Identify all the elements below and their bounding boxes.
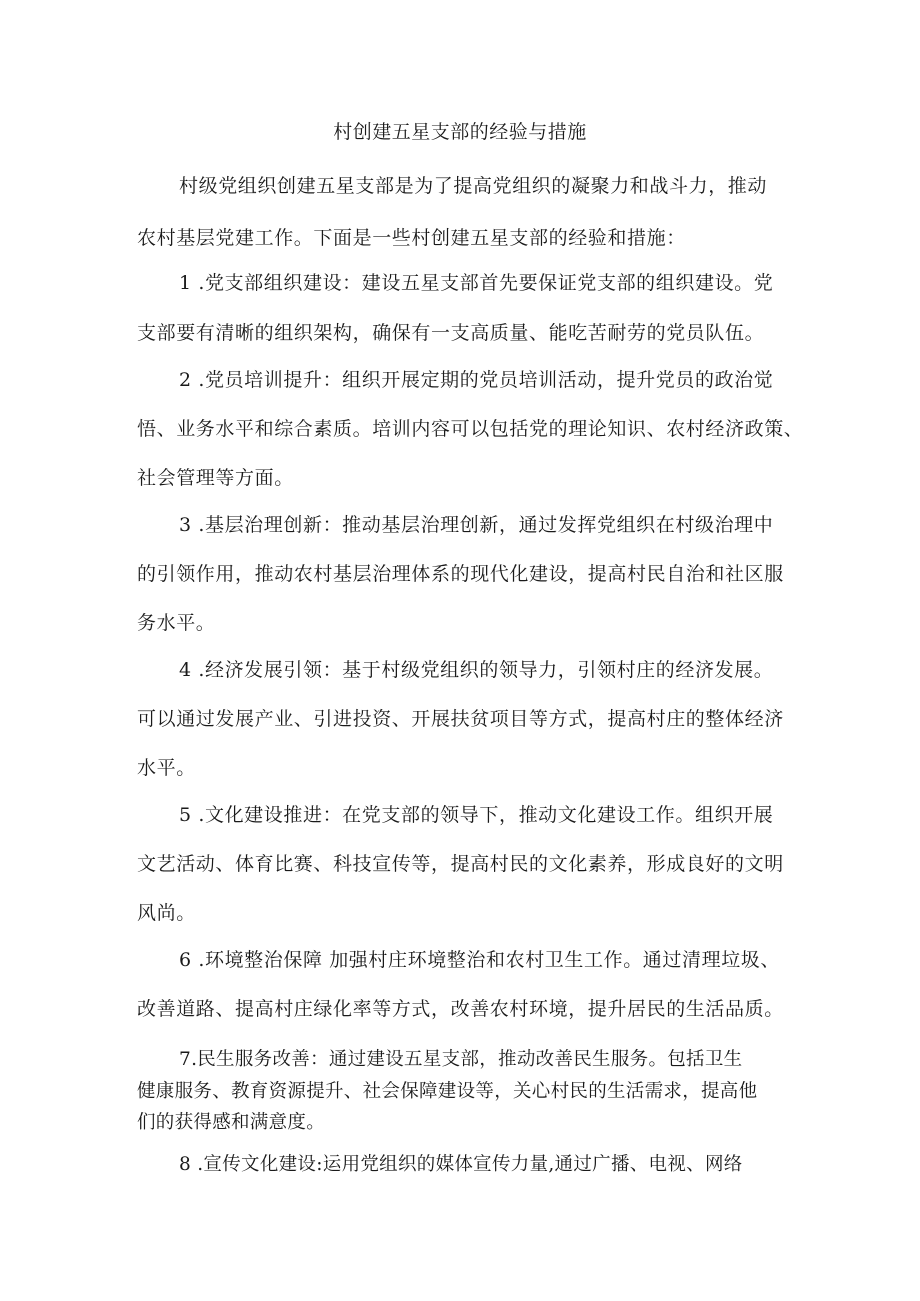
item-2-line-1: 2 .党员培训提升：组织开展定期的党员培训活动，提升党员的政治觉 — [179, 369, 774, 391]
item-5-line-3: 风尚。 — [137, 902, 196, 924]
item-4-line-1: 4 .经济发展引领：基于村级党组织的领导力，引领村庄的经济发展。 — [179, 659, 774, 681]
item-4-line-3: 水平。 — [137, 757, 196, 779]
item-7-line-2: 健康服务、教育资源提升、社会保障建设等，关心村民的生活需求，提高他 — [137, 1081, 758, 1102]
item-6-line-2: 改善道路、提高村庄绿化率等方式，改善农村环境，提升居民的生活品质。 — [137, 998, 784, 1020]
item-1-line-1: 1 .党支部组织建设：建设五星支部首先要保证党支部的组织建设。党 — [179, 272, 774, 294]
item-4-line-2: 可以通过发展产业、引进投资、开展扶贫项目等方式，提高村庄的整体经济 — [137, 708, 784, 730]
item-1-line-2: 支部要有清晰的组织架构，确保有一支高质量、能吃苦耐劳的党员队伍。 — [137, 322, 765, 344]
item-8-line-1: 8 .宣传文化建设:运用党组织的媒体宣传力量,通过广播、电视、网络 — [179, 1154, 743, 1175]
item-2-line-2: 悟、业务水平和综合素质。培训内容可以包括党的理论知识、农村经济政策、 — [137, 418, 804, 440]
item-6-line-1: 6 .环境整治保障 加强村庄环境整治和农村卫生工作。通过清理垃圾、 — [179, 949, 781, 971]
intro-line-2: 农村基层党建工作。下面是一些村创建五星支部的经验和措施： — [137, 227, 686, 249]
page-title: 村创建五星支部的经验与措施 — [333, 121, 587, 143]
item-2-line-3: 社会管理等方面。 — [137, 467, 294, 489]
item-7-line-3: 们的获得感和满意度。 — [137, 1112, 326, 1133]
item-5-line-1: 5 .文化建设推进：在党支部的领导下，推动文化建设工作。组织开展 — [179, 804, 774, 826]
item-3-line-1: 3 .基层治理创新：推动基层治理创新，通过发挥党组织在村级治理中 — [179, 514, 774, 536]
item-3-line-2: 的引领作用，推动农村基层治理体系的现代化建设，提高村民自治和社区服 — [137, 563, 784, 585]
item-7-line-1: 7.民生服务改善：通过建设五星支部，推动改善民生服务。包括卫生 — [179, 1049, 743, 1070]
intro-line-1: 村级党组织创建五星支部是为了提高党组织的凝聚力和战斗力，推动 — [179, 175, 768, 197]
item-5-line-2: 文艺活动、体育比赛、科技宣传等，提高村民的文化素养，形成良好的文明 — [137, 853, 784, 875]
item-3-line-3: 务水平。 — [137, 612, 216, 634]
